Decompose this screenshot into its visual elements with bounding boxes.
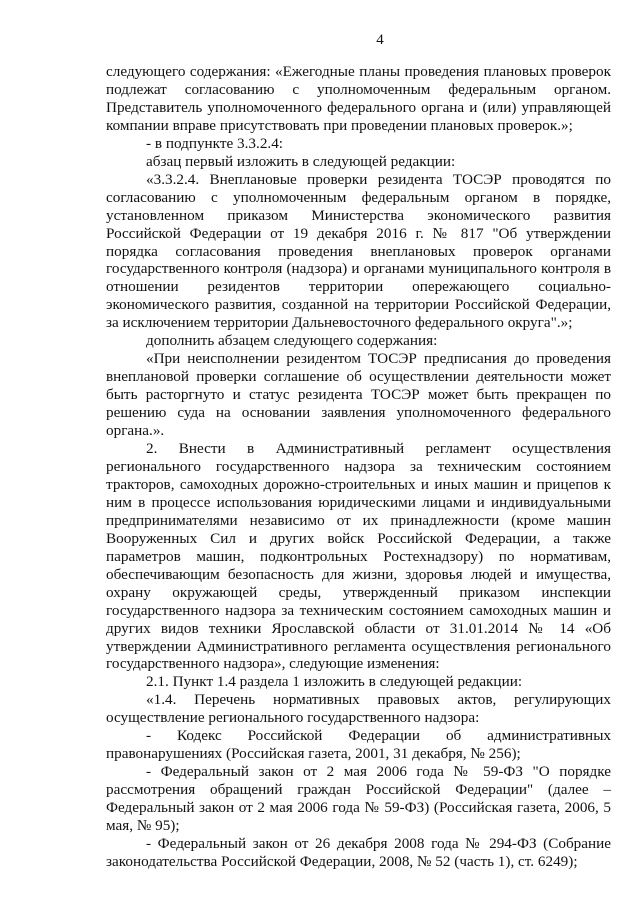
paragraph-4: «3.3.2.4. Внеплановые проверки резидента ТОСЭР проводятся по согласованию с уполномоченным федеральным органом в порядке, установленном приказом Министерства экономического развития Российской Федерации от 19 декабря 2016 г. № 817 "Об утверждении порядка согласования проведения внеплановых проверок органами государственного контроля (надзора) и органами муниципального контроля в отношении резидентов территории опережающего социально-экономического развития, созданной на территории Российской Федерации, за исключением территории Дальневосточного федерального округа".»; xyxy=(106,170,611,332)
paragraph-12: - Федеральный закон от 26 декабря 2008 года № 294-ФЗ (Собрание законодательства Российской Федерации, 2008, № 52 (часть 1), ст. 6249); xyxy=(106,834,611,870)
document-body xyxy=(106,63,611,871)
paragraph-2: - в подпункте 3.3.2.4: xyxy=(146,134,284,152)
paragraph-3: абзац первый изложить в следующей редакции: xyxy=(146,152,456,170)
paragraph-1: следующего содержания: «Ежегодные планы проведения плановых проверок подлежат согласованию с уполномоченным федеральным органом. Представитель уполномоченного федерального органа и (или) управляющей компании вправе присутствовать при проведении плановых проверок.»; xyxy=(106,63,611,134)
paragraph-8: 2.1. Пункт 1.4 раздела 1 изложить в следующей редакции: xyxy=(146,673,523,691)
paragraph-6: «При неисполнении резидентом ТОСЭР предписания до проведения внеплановой проверки соглашение об осуществлении деятельности может быть расторгнуто и статус резидента ТОСЭР может быть прекращен по решению суда на основании заявления уполномоченного федерального органа.». xyxy=(106,350,611,440)
paragraph-9: «1.4. Перечень нормативных правовых актов, регулирующих осуществление регионального государственного надзора: xyxy=(106,691,611,727)
paragraph-11: - Федеральный закон от 2 мая 2006 года № 59-ФЗ "О порядке рассмотрения обращений граждан Российской Федерации" (далее – Федеральный закон от 2 мая 2006 года № 59-ФЗ) (Российская газета, 2006, 5 мая, № 95); xyxy=(106,763,611,835)
paragraph-7: 2. Внести в Административный регламент осуществления регионального государственного надзора за техническим состоянием тракторов, самоходных дорожно-строительных и иных машин и прицепов к ним в процессе использования юридическими лицами и индивидуальными предпринимателями независимо от их принадлежности (кроме машин Вооруженных Сил и других войск Российской Федерации, а также параметров машин, подконтрольных Ростехнадзору) по нормативам, обеспечивающим безопасность для жизни, здоровья людей и имущества, охрану окружающей среды, утвержденный приказом инспекции государственного надзора за техническим состоянием самоходных машин и других видов техники Ярославской области от 31.01.2014 № 14 «Об утверждении Административного регламента осуществления регионального государственного надзора», следующие изменения: xyxy=(106,440,611,673)
paragraph-10: - Кодекс Российской Федерации об административных правонарушениях (Российская газета, 2001, 31 декабря, № 256); xyxy=(106,727,611,763)
page-number: 4 xyxy=(376,32,384,48)
paragraph-5: дополнить абзацем следующего содержания: xyxy=(146,332,438,350)
